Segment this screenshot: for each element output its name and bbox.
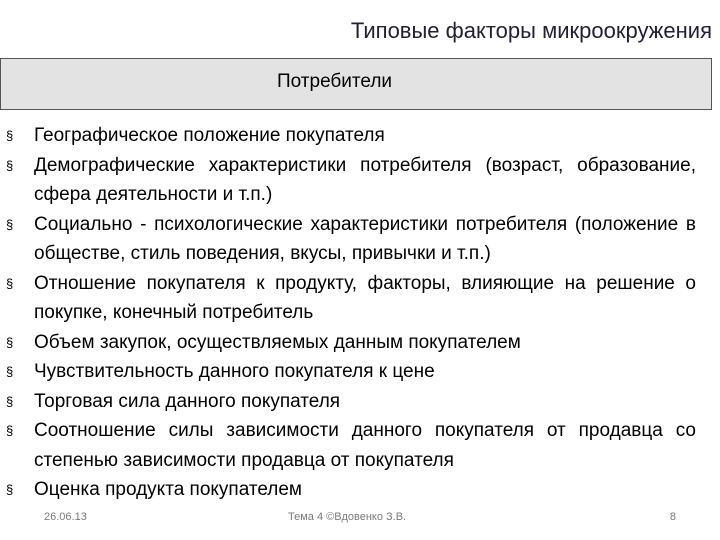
footer-author: Тема 4 ©Вдовенко З.В. <box>288 511 407 523</box>
bullet-marker-icon: § <box>6 364 14 379</box>
list-item <box>6 387 696 417</box>
bullet-marker-icon: § <box>6 275 14 291</box>
list-item <box>6 416 696 475</box>
list-item-text: Торговая сила данного покупателя <box>34 390 341 412</box>
list-item-text: Демографические характеристики потребителя (возраст, образование, сфера деятельности и т.п.) <box>34 154 696 205</box>
list-item-text: Отношение покупателя к продукту, факторы, влияющие на решение о покупке, конечный потребитель <box>34 272 696 323</box>
bullet-marker-icon: § <box>6 482 14 497</box>
bullet-marker-icon: § <box>6 334 14 350</box>
slide-title: Типовые факторы микроокружения <box>350 18 712 43</box>
list-item-text: Оценка продукта покупателем <box>34 479 302 500</box>
list-item <box>6 151 696 210</box>
list-item-text: Объем закупок, осуществляемых данным покупателем <box>34 331 521 353</box>
list-item <box>6 475 696 505</box>
bullet-marker-icon: § <box>6 393 14 409</box>
bullet-marker-icon: § <box>6 128 14 143</box>
list-item <box>6 328 696 358</box>
category-header <box>0 58 712 110</box>
factor-list <box>6 121 696 505</box>
list-item <box>6 269 696 328</box>
page-number: 8 <box>669 511 676 523</box>
list-item-text: Социально - психологические характеристики потребителя (положение в обществе, стиль поведения, вкусы, привычки и т.п.) <box>34 213 696 264</box>
list-item-text: Чувствительность данного покупателя к цене <box>34 361 435 382</box>
list-item <box>6 357 696 387</box>
list-item <box>6 121 696 151</box>
list-item-text: Географическое положение покупателя <box>34 125 385 146</box>
bullet-marker-icon: § <box>6 157 14 173</box>
footer-date: 26.06.13 <box>44 511 87 523</box>
category-header-label: Потребители <box>277 71 393 92</box>
slide-footer <box>0 508 720 528</box>
list-item-text: Соотношение силы зависимости данного покупателя от продавца со степенью зависимости продавца от покупателя <box>34 420 696 471</box>
bullet-marker-icon: § <box>6 216 14 232</box>
list-item <box>6 210 696 269</box>
bullet-marker-icon: § <box>6 423 14 438</box>
